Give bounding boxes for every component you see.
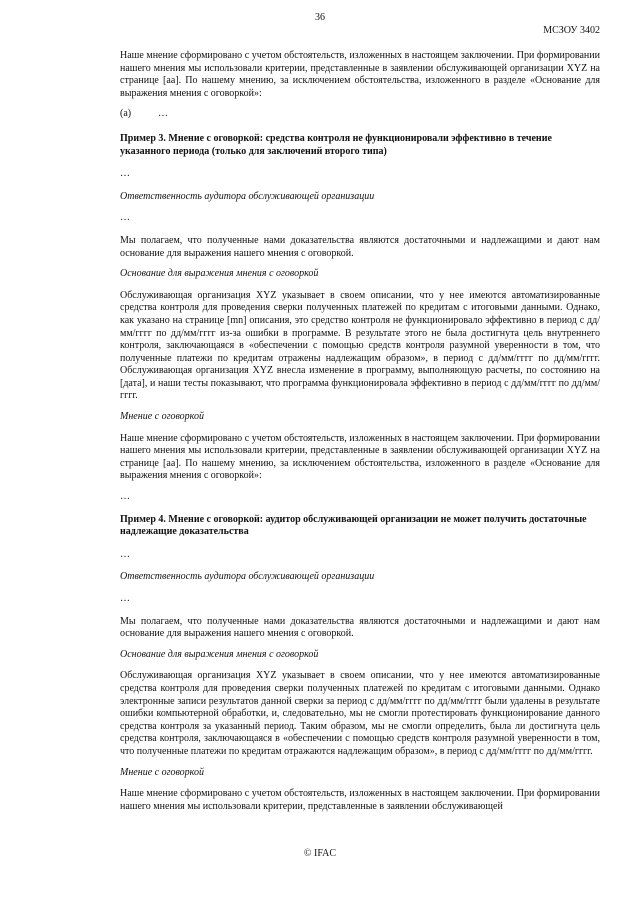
intro-opinion-paragraph: Наше мнение сформировано с учетом обстоятельств, изложенных в настоящем заключении. При формировании нашего мнения мы использовали критерии, представленные в заявлении обслуживающей организации XYZ на странице [aa]. По нашему мнению, за исключением обстоятельства, изложенного в разделе «Основание для выражения мнения с оговоркой»: bbox=[120, 50, 600, 99]
copyright-footer: © IFAC bbox=[303, 848, 337, 859]
example-3-title: Пример 3. Мнение с оговоркой: средства контроля не функционировали эффективно в течение указанного периода (только для заключений второго типа) bbox=[120, 132, 552, 157]
auditor-responsibility-heading: Ответственность аудитора обслуживающей организации bbox=[120, 190, 375, 202]
qualified-opinion-paragraph: Наше мнение сформировано с учетом обстоятельств, изложенных в настоящем заключении. При формировании нашего мнения мы использовали критерии, представленные в заявлении обслуживающей организации XYZ на странице [aa]. По нашему мнению, за исключением обстоятельства, изложенного в разделе «Основание для выражения мнения с оговоркой»: bbox=[120, 432, 600, 482]
list-marker: (a) bbox=[120, 108, 132, 120]
intro-list-item bbox=[120, 108, 600, 121]
ellipsis: … bbox=[120, 491, 130, 503]
list-text: … bbox=[158, 108, 168, 120]
basis-paragraph: Обслуживающая организация XYZ указывает в своем описании, что у нее имеются автоматизированные средства контроля для проведения сверки полученных платежей по кредитам с итоговыми данными. Однако, как указано на странице [mn] описания, это средство контроля не функционировало эффективно в период с дд/мм/гггг по дд/мм/гггг из-за ошибки в программе. В результате этого не была достигнута цель внутреннего контроля, заключающаяся в «обеспечении с помощью средств контроля разумной уверенности в том, что полученные платежи по кредитам отражены надлежащим образом», в период с дд/мм/гггг по дд/мм/гггг. Обслуживающая организация XYZ внесла изменение в программу, выполняющую расчеты, по состоянию на [дата], и наши тесты показывают, что программа функционировала эффективно в период с дд/мм/гггг по дд/мм/гггг. bbox=[120, 289, 600, 402]
ellipsis: … bbox=[120, 212, 130, 224]
example-4-title: Пример 4. Мнение с оговоркой: аудитор обслуживающей организации не может получить достаточные надлежащие доказательства bbox=[120, 513, 587, 538]
auditor-responsibility-heading: Ответственность аудитора обслуживающей организации bbox=[120, 571, 375, 583]
qualified-opinion-paragraph: Наше мнение сформировано с учетом обстоятельств, изложенных в настоящем заключении. При формировании нашего мнения мы использовали критерии, представленные в заявлении обслуживающей bbox=[120, 788, 600, 812]
evidence-paragraph: Мы полагаем, что полученные нами доказательства являются достаточными и надлежащими и дают нам основание для выражения нашего мнения с оговоркой. bbox=[120, 615, 600, 640]
qualified-opinion-heading: Мнение с оговоркой bbox=[120, 411, 204, 423]
basis-heading: Основание для выражения мнения с оговоркой bbox=[120, 268, 319, 280]
page-content bbox=[120, 50, 600, 821]
ellipsis: … bbox=[120, 168, 130, 180]
ellipsis: … bbox=[120, 548, 130, 560]
qualified-opinion-heading: Мнение с оговоркой bbox=[120, 766, 204, 778]
basis-heading: Основание для выражения мнения с оговоркой bbox=[120, 648, 319, 660]
basis-paragraph: Обслуживающая организация XYZ указывает в своем описании, что у нее имеются автоматизированные средства контроля для проведения сверки полученных платежей по кредитам с итоговыми данными. Однако электронные записи результатов данной сверки за период с дд/мм/гггг по дд/мм/гггг были удалены в результате ошибки компьютерной обработки, и, следовательно, мы не смогли протестировать функционирование данного средства контроля за указанный период. Таким образом, мы не смогли определить, была ли достигнута цель средства контроля, заключающаяся в «обеспечении с помощью средств контроля разумной уверенности в том, что полученные платежи по кредитам отражаются надлежащим образом», в период с дд/мм/гггг по дд/мм/гггг. bbox=[120, 670, 600, 757]
ellipsis: … bbox=[120, 593, 130, 604]
standard-code: МСЗОУ 3402 bbox=[543, 25, 600, 36]
evidence-paragraph: Мы полагаем, что полученные нами доказательства являются достаточными и надлежащими и дают нам основание для выражения нашего мнения с оговоркой. bbox=[120, 234, 600, 259]
page-number: 36 bbox=[315, 12, 325, 23]
